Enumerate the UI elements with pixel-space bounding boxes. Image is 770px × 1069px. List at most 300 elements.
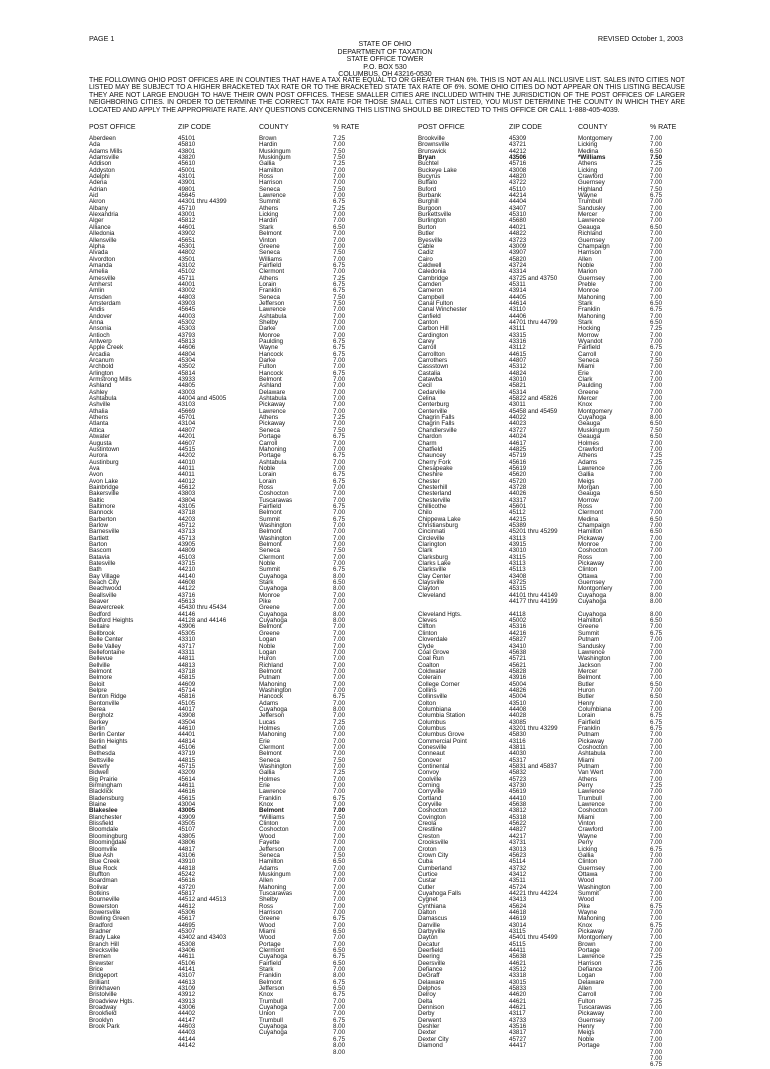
- table-cell: Vinton: [578, 820, 596, 828]
- table-cell: Bloomingburg: [89, 832, 128, 840]
- table-cell: Delta: [418, 997, 433, 1005]
- table-cell: Bellbrook: [89, 629, 115, 637]
- table-cell: 49801: [178, 185, 196, 193]
- table-cell: 7.00: [333, 737, 346, 745]
- table-cell: 7.00: [333, 744, 346, 751]
- table-cell: Botkins: [89, 889, 110, 897]
- table-cell: 43732: [509, 864, 527, 872]
- table-cell: 43412: [509, 870, 527, 878]
- table-cell: Richland: [578, 230, 603, 238]
- table-cell: Berlin Center: [89, 731, 126, 739]
- table-cell: Portage: [259, 452, 281, 460]
- table-cell: Logan: [259, 636, 277, 644]
- table-cell: 7.00: [650, 788, 663, 796]
- table-cell: Guernsey: [578, 179, 605, 187]
- table-cell: 7.00: [333, 1010, 346, 1018]
- table-cell: 44512 and 44513: [178, 896, 227, 904]
- table-cell: 8.00: [650, 591, 663, 599]
- table-cell: Holmes: [259, 724, 280, 732]
- table-cell: 7.50: [333, 147, 346, 155]
- table-cell: 7.00: [333, 648, 346, 656]
- table-cell: 45105: [178, 699, 196, 707]
- table-cell: Hamilton: [578, 617, 603, 625]
- table-cell: 44515: [178, 445, 196, 453]
- table-cell: 7.00: [333, 357, 346, 365]
- table-cell: Licking: [259, 211, 279, 219]
- table-cell: Belle Center: [89, 636, 124, 644]
- table-cell: Aberdeen: [89, 135, 116, 142]
- table-cell: 44401: [178, 731, 196, 739]
- table-cell: 7.00: [650, 737, 663, 745]
- table-cell: Bradford: [89, 921, 113, 929]
- table-cell: 44809: [178, 547, 196, 555]
- table-cell: Cygnet: [418, 896, 438, 904]
- table-cell: Ross: [578, 502, 593, 510]
- table-cell: 44146: [178, 610, 196, 618]
- table-cell: 7.00: [650, 807, 663, 815]
- table-cell: Greene: [259, 629, 280, 637]
- table-cell: Fayette: [259, 839, 280, 847]
- table-cell: 44141: [178, 966, 196, 974]
- table-cell: 44817: [178, 845, 196, 853]
- table-cell: Greene: [259, 915, 280, 923]
- table-cell: 43107: [178, 972, 196, 980]
- table-cell: 7.00: [333, 376, 346, 384]
- table-cell: Fairfield: [578, 718, 601, 726]
- table-cell: 44030: [509, 750, 527, 758]
- table-cell: Cuyahoga: [578, 591, 607, 599]
- table-cell: 7.00: [650, 972, 663, 980]
- table-cell: 43014: [509, 921, 527, 929]
- table-cell: Akron: [89, 198, 106, 206]
- table-cell: 6.50: [333, 579, 346, 587]
- letterhead-line: COLUMBUS, OH 43216-0530: [338, 71, 432, 79]
- table-cell: Morrow: [578, 331, 599, 339]
- table-cell: Caledonia: [418, 268, 446, 276]
- table-cell: 7.00: [333, 604, 346, 612]
- table-cell: Corning: [418, 782, 440, 790]
- letterhead-line: P.O. BOX 530: [363, 63, 407, 71]
- table-cell: Hamilton: [259, 166, 284, 174]
- table-cell: 7.00: [333, 966, 346, 974]
- table-cell: 45621: [509, 661, 527, 669]
- table-cell: Cumberland: [418, 864, 452, 872]
- table-cell: Chippewa Lake: [418, 515, 461, 523]
- table-cell: 45002: [509, 617, 527, 625]
- table-cell: 8.00: [333, 1048, 346, 1056]
- table-cell: Brinkhaven: [89, 985, 120, 993]
- table-cell: 7.00: [333, 325, 346, 333]
- table-cell: Blanchester: [89, 813, 122, 821]
- table-cell: Trumbull: [578, 198, 602, 206]
- table-cell: Lorain: [578, 712, 596, 720]
- table-cell: Amelia: [89, 268, 108, 276]
- table-cell: Coshocton: [578, 807, 608, 815]
- table-cell: Ashtabula: [259, 458, 287, 466]
- table-cell: Pickaway: [259, 420, 286, 428]
- table-cell: 7.00: [650, 242, 663, 250]
- table-cell: 7.50: [333, 185, 346, 193]
- table-cell: Noble: [578, 261, 595, 269]
- table-cell: 7.50: [333, 756, 346, 764]
- table-cell: 7.00: [333, 407, 346, 415]
- table-cell: 8.00: [333, 572, 346, 580]
- table-cell: 44609: [178, 680, 196, 688]
- table-cell: Catawba: [418, 376, 443, 384]
- table-cell: 7.50: [333, 547, 346, 555]
- table-cell: Ashland: [259, 382, 282, 390]
- table-cell: 7.00: [333, 179, 346, 187]
- table-cell: 45614: [178, 775, 196, 783]
- table-cell: 45201 thru 45299: [509, 528, 558, 536]
- table-cell: 43909: [178, 813, 196, 821]
- table-cell: 45301: [178, 242, 196, 250]
- table-cell: Cassstown: [418, 363, 449, 371]
- table-cell: 7.00: [650, 896, 663, 904]
- table-cell: Deering: [418, 953, 440, 961]
- table-cell: 44601: [178, 223, 196, 231]
- table-cell: 6.50: [650, 223, 663, 231]
- table-cell: 6.75: [333, 350, 346, 358]
- table-cell: 7.00: [650, 521, 663, 529]
- table-cell: Chauncey: [418, 452, 446, 460]
- table-cell: Adams: [259, 699, 279, 707]
- table-cell: Athens: [259, 414, 279, 422]
- table-cell: Bloomdale: [89, 826, 119, 834]
- table-cell: 7.25: [333, 718, 346, 726]
- table-cell: 6.50: [650, 617, 663, 625]
- table-cell: 44203: [178, 515, 196, 523]
- table-cell: Berea: [89, 705, 106, 713]
- table-cell: 44825: [509, 445, 527, 453]
- table-cell: 7.00: [333, 458, 346, 466]
- table-cell: Pickaway: [578, 560, 605, 568]
- table-cell: 6.75: [333, 991, 346, 999]
- table-cell: Morgan: [578, 483, 599, 491]
- table-cell: Dexter City: [418, 1035, 449, 1043]
- table-cell: 7.00: [650, 623, 663, 631]
- table-cell: Ross: [259, 902, 274, 910]
- table-cell: 6.75: [333, 502, 346, 510]
- table-cell: Franklin: [259, 972, 282, 980]
- table-cell: 7.00: [333, 889, 346, 897]
- table-cell: 7.00: [333, 674, 346, 682]
- table-cell: Coal Grove: [418, 648, 450, 656]
- table-cell: 43314: [509, 268, 527, 276]
- table-cell: Amsterdam: [89, 299, 121, 307]
- table-cell: 43717: [178, 642, 196, 650]
- table-cell: Albany: [89, 204, 108, 212]
- table-cell: 7.00: [650, 674, 663, 682]
- table-cell: Butler: [578, 680, 595, 688]
- table-cell: Austintown: [89, 445, 120, 453]
- table-cell: 8.00: [333, 610, 346, 618]
- table-cell: Marion: [578, 268, 597, 276]
- table-cell: Archbold: [89, 363, 114, 371]
- table-cell: 45004: [509, 680, 527, 688]
- table-cell: Cecil: [418, 382, 432, 390]
- table-cell: 45310: [509, 211, 527, 219]
- table-cell: Muskingum: [578, 426, 610, 434]
- table-cell: 6.50: [650, 147, 663, 155]
- table-cell: Cuyahoga: [259, 705, 288, 713]
- table-cell: 45713: [178, 534, 196, 542]
- table-cell: Bladensburg: [89, 794, 124, 802]
- table-cell: Holmes: [259, 775, 280, 783]
- table-cell: Clermont: [259, 553, 285, 561]
- table-cell: Coshocton: [259, 490, 289, 498]
- table-cell: Berlin Heights: [89, 737, 128, 745]
- table-cell: Cleves: [418, 617, 437, 625]
- table-cell: Geauga: [578, 490, 601, 498]
- table-cell: Castalia: [418, 369, 441, 377]
- table-cell: 43009: [509, 242, 527, 250]
- table-cell: 44118: [509, 610, 526, 618]
- table-cell: 45701: [178, 414, 196, 422]
- table-cell: Austinburg: [89, 458, 119, 466]
- table-cell: 45830: [509, 731, 527, 739]
- table-cell: Bethesda: [89, 750, 116, 758]
- table-cell: Logan: [259, 648, 277, 656]
- table-cell: 43005: [178, 807, 196, 815]
- table-cell: Paulding: [259, 338, 284, 345]
- table-cell: 7.00: [650, 401, 663, 409]
- table-cell: Hamilton: [259, 858, 284, 866]
- table-cell: 7.25: [650, 782, 663, 790]
- table-cell: Pickaway: [259, 401, 286, 409]
- table-cell: 7.00: [333, 318, 346, 326]
- intro-paragraph: THE FOLLOWING OHIO POST OFFICES ARE IN COUNTIES THAT HAVE A TAX RATE EQUAL TO OR GREATER THAN 6%. THIS IS NOT AN ALL INCLUSIVE LIST. SALES INTO CITIES NOT LISTED MAY BE SUBJECT TO A HIGHER BRACKETED TAX RATE OR TO THE BRACKETED STATE TAX RATE OF 6%. SOME OHIO CITIES DO NOT APPEAR ON THIS LISTING BECAUSE THEY ARE NOT LARGE ENOUGH TO HAVE THEIR OWN POST OFFICES. THESE SMALLER CITIES ARE INCLUDED WITHIN THE JURISDICTION OF THE POST OFFICES OF LARGER NEIGHBORING CITIES. IN ORDER TO DETERMINE THE CORRECT TAX RATE FOR THOSE SMALL CITIES NOT LISTED, YOU MUST DETERMINE THE COUNTY IN WHICH THEY ARE LOCATED AND APPLY THE APPROPRIATE RATE. ANY QUESTIONS CONCERNING THIS LISTING SHOULD BE DIRECTED TO THIS OFFICE OR CALL 1-888-405-4039.: [89, 77, 685, 114]
- table-cell: Union: [259, 1010, 276, 1018]
- table-cell: Stark: [259, 223, 274, 231]
- table-cell: 44003: [178, 312, 196, 320]
- table-cell: Darke: [259, 325, 276, 333]
- table-cell: Pickaway: [578, 737, 605, 745]
- table-cell: 7.00: [650, 1054, 663, 1062]
- table-cell: Cortland: [418, 794, 442, 802]
- table-cell: 7.00: [650, 934, 663, 942]
- table-cell: Crooksville: [418, 839, 449, 847]
- table-cell: 45827: [509, 636, 527, 644]
- table-cell: Montgomery: [578, 934, 613, 942]
- table-cell: Richland: [259, 661, 284, 669]
- table-cell: 45311: [509, 280, 526, 288]
- table-cell: 7.00: [650, 255, 663, 263]
- table-cell: 44621: [509, 1004, 527, 1012]
- table-cell: 7.25: [333, 414, 346, 422]
- table-cell: Huron: [578, 686, 595, 694]
- table-cell: 45812: [178, 217, 196, 225]
- table-cell: Brilliant: [89, 978, 110, 986]
- table-cell: 44807: [509, 357, 527, 365]
- table-cell: 43731: [509, 839, 527, 847]
- table-cell: Lawrence: [259, 407, 286, 415]
- table-cell: 43501: [178, 255, 196, 263]
- table-cell: 7.00: [333, 141, 346, 149]
- table-cell: 43316: [509, 338, 527, 345]
- table-cell: Clermont: [259, 947, 285, 954]
- table-cell: 43730: [509, 782, 527, 790]
- table-cell: 7.00: [333, 839, 346, 847]
- table-cell: 45001: [178, 166, 196, 174]
- table-cell: 45617: [178, 915, 196, 923]
- table-cell: Circleville: [418, 534, 445, 542]
- table-cell: Paulding: [578, 382, 603, 390]
- table-cell: 7.00: [333, 255, 346, 263]
- table-cell: Lucas: [259, 718, 276, 726]
- table-cell: Ottawa: [578, 572, 598, 580]
- table-cell: Berlin: [89, 724, 105, 732]
- table-cell: 7.00: [650, 236, 663, 244]
- table-cell: 7.00: [333, 312, 346, 320]
- table-cell: Buckeye Lake: [418, 166, 457, 174]
- col-header-rate: % RATE: [333, 124, 360, 131]
- table-cell: Putnam: [578, 731, 600, 739]
- table-cell: 45114: [509, 858, 526, 866]
- table-cell: Seneca: [259, 293, 280, 301]
- table-cell: 45714: [178, 686, 196, 694]
- table-cell: Chester: [418, 477, 440, 485]
- table-cell: 7.00: [650, 1004, 663, 1012]
- table-cell: 45610: [178, 160, 196, 168]
- table-cell: 43716: [178, 591, 196, 599]
- table-cell: Athens: [259, 204, 279, 212]
- table-cell: 8.00: [333, 1042, 346, 1050]
- table-cell: Henry: [578, 1023, 595, 1031]
- table-cell: 44142: [178, 1042, 196, 1050]
- table-cell: Defiance: [418, 966, 443, 974]
- table-cell: Franklin: [259, 794, 282, 802]
- table-cell: Bellevue: [89, 655, 113, 663]
- table-cell: 43410: [509, 642, 527, 650]
- table-cell: 45816: [178, 693, 196, 701]
- table-cell: Wayne: [578, 908, 598, 916]
- table-cell: Bloomville: [89, 845, 118, 853]
- table-cell: 44004 and 45005: [178, 395, 227, 403]
- table-cell: 44815: [178, 756, 196, 764]
- table-cell: 6.75: [333, 280, 346, 288]
- table-cell: Arlington: [89, 369, 114, 377]
- table-cell: Bloomingdale: [89, 839, 127, 847]
- table-cell: 7.00: [333, 908, 346, 916]
- table-cell: Seneca: [259, 249, 280, 257]
- table-cell: Franklin: [578, 306, 601, 314]
- table-cell: 8.00: [333, 972, 346, 980]
- table-cell: Columbus Grove: [418, 731, 465, 739]
- table-cell: Montgomery: [578, 407, 613, 415]
- table-cell: Darke: [259, 357, 276, 365]
- table-cell: Armstrong Mills: [89, 376, 132, 384]
- table-cell: 43903: [178, 299, 196, 307]
- table-cell: 6.75: [333, 344, 346, 352]
- table-cell: 6.75: [333, 452, 346, 460]
- table-cell: Licking: [578, 166, 598, 174]
- table-cell: 43010: [509, 376, 527, 384]
- table-cell: 6.75: [333, 433, 346, 441]
- letterhead-line: STATE OF OHIO: [358, 41, 412, 48]
- table-cell: Washington: [259, 763, 292, 771]
- table-cell: 7.00: [333, 940, 346, 948]
- table-cell: 7.00: [333, 173, 346, 181]
- table-cell: 7.00: [650, 686, 663, 694]
- table-cell: Carrollton: [418, 350, 445, 358]
- table-cell: Medina: [578, 515, 599, 523]
- table-cell: Brook Park: [89, 1023, 120, 1031]
- table-cell: 45004: [509, 693, 527, 701]
- table-cell: Chardon: [418, 433, 442, 441]
- right-post-office-column: [418, 136, 467, 1050]
- table-cell: 44001: [178, 280, 196, 288]
- table-cell: 45612: [178, 483, 196, 491]
- table-cell: Bascom: [89, 547, 112, 555]
- table-cell: 7.00: [333, 642, 346, 650]
- table-cell: Knox: [578, 401, 593, 409]
- table-cell: 7.00: [333, 534, 346, 542]
- left-post-office-column: [89, 136, 134, 1030]
- table-cell: 43721: [509, 141, 527, 149]
- table-cell: Van Wert: [578, 769, 604, 777]
- table-cell: 44406: [509, 312, 527, 320]
- table-cell: 43910: [178, 858, 196, 866]
- table-cell: Dexter: [418, 1029, 437, 1037]
- table-cell: Cynthiana: [418, 902, 446, 910]
- table-cell: 7.00: [333, 439, 346, 447]
- table-cell: 6.75: [333, 1035, 346, 1043]
- table-cell: 7.00: [650, 826, 663, 834]
- table-cell: Beachwood: [89, 585, 122, 593]
- revision-date: REVISED October 1, 2003: [597, 34, 683, 43]
- table-cell: Chesapeake: [418, 464, 453, 472]
- table-cell: 44824: [509, 369, 527, 377]
- table-cell: 44022: [509, 414, 527, 422]
- table-cell: Meigs: [578, 477, 595, 485]
- table-cell: 44417: [509, 1042, 527, 1050]
- table-cell: Crestline: [418, 826, 443, 834]
- table-cell: 45832: [509, 769, 527, 777]
- table-cell: Bourneville: [89, 896, 120, 904]
- table-cell: 43115: [509, 553, 526, 561]
- table-cell: Beavercreek: [89, 604, 124, 612]
- table-cell: 6.50: [333, 959, 346, 967]
- table-cell: Burton: [418, 223, 437, 231]
- table-cell: Summit: [259, 198, 280, 206]
- table-cell: Clermont: [259, 268, 285, 276]
- table-cell: Bucyrus: [418, 173, 441, 181]
- table-cell: Washington: [259, 686, 292, 694]
- table-cell: 43806: [178, 839, 196, 847]
- table-cell: 43011: [509, 401, 526, 409]
- table-cell: 45710: [178, 204, 196, 212]
- table-cell: Lorain: [259, 471, 277, 479]
- table-cell: Erie: [259, 782, 271, 790]
- table-cell: 8.00: [333, 585, 346, 593]
- table-cell: 7.00: [333, 997, 346, 1005]
- table-cell: Ashley: [89, 388, 108, 396]
- table-cell: 43914: [509, 287, 527, 295]
- table-cell: Carroll: [418, 344, 437, 352]
- table-cell: Ross: [259, 173, 274, 181]
- table-cell: Brewster: [89, 959, 114, 967]
- table-cell: Hamilton: [578, 528, 603, 536]
- table-cell: 44411: [509, 947, 526, 954]
- table-cell: 7.00: [333, 211, 346, 219]
- table-cell: 43015: [509, 978, 527, 986]
- table-cell: Meigs: [578, 1029, 595, 1037]
- table-cell: 43511: [509, 877, 526, 885]
- table-cell: 7.00: [650, 775, 663, 783]
- table-cell: 45430 thru 45434: [178, 604, 227, 612]
- table-cell: 6.50: [650, 299, 663, 307]
